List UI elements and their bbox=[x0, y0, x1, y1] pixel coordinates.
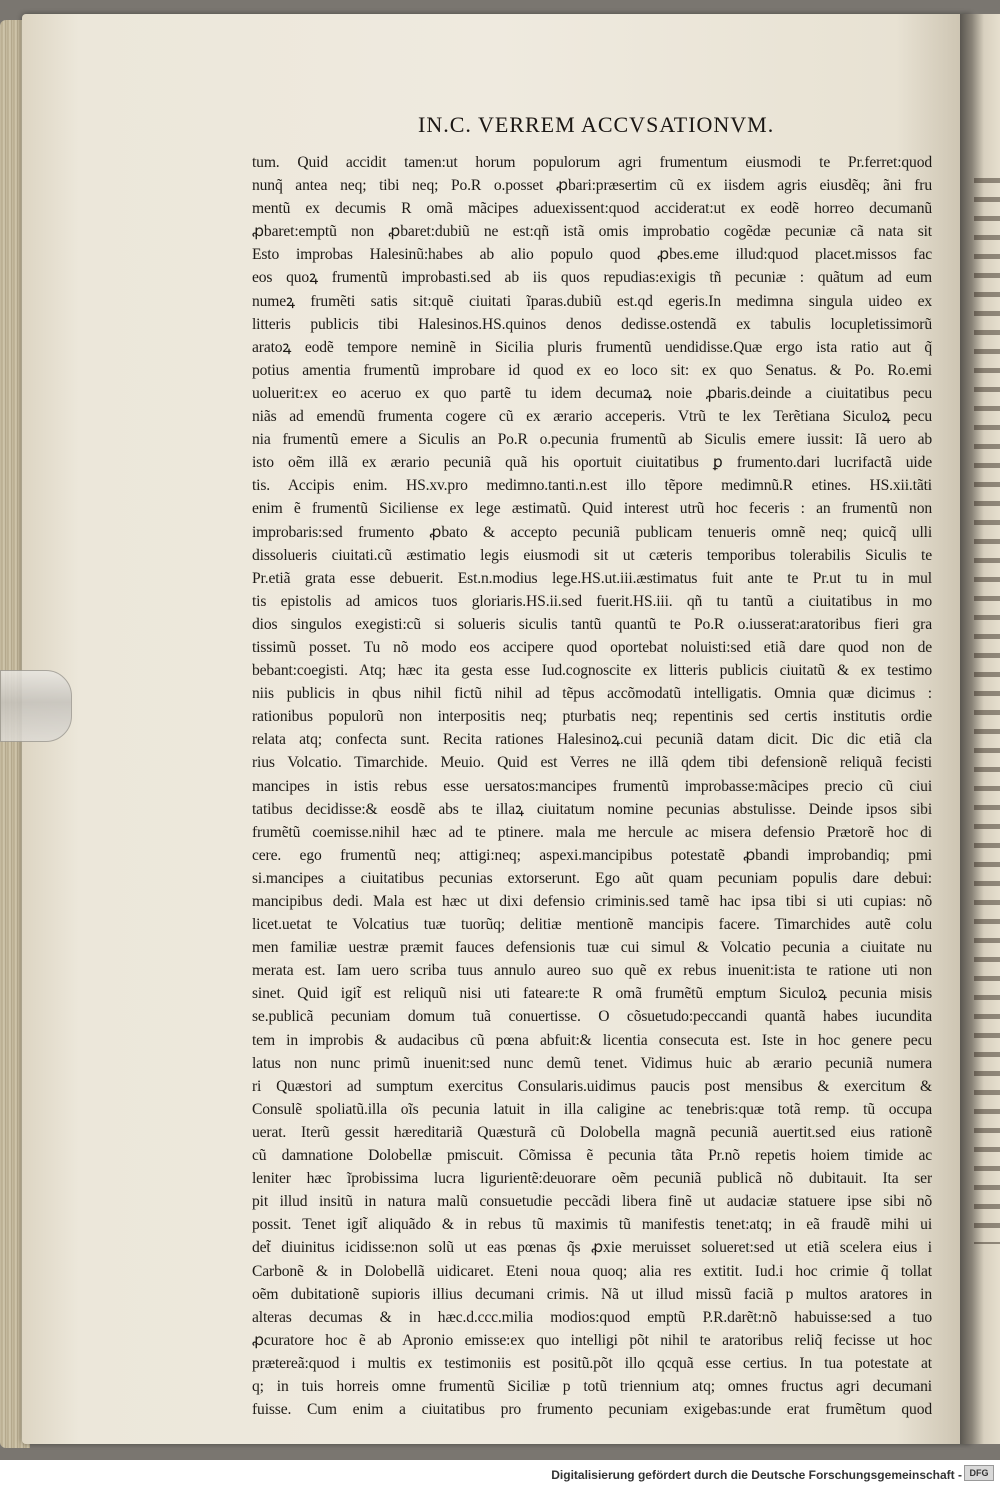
text-line: tissimũ posset. Tu nõ modo eos accipere quod oportebat noluisti:sed etiã dare quod non de bbox=[252, 638, 932, 656]
text-line: cũ damnatione Dolobellæ pmiscuit. Cõmissa ẽ pecunia tãta Pr.nõ repetis hoiem timide ac bbox=[252, 1147, 932, 1165]
text-line: bebant:coegisti. Atq; hæc ita gesta esse Iud.cognoscite ex litteris publicis ciuitatũ & ex testimo bbox=[252, 662, 932, 680]
text-line: nia frumentũ emere a Siculis an Po.R o.pecunia frumentũ ab Siculis emere iussit: Iã uero ab bbox=[252, 431, 932, 449]
text-line: det̃ diuinitus icidisse:non solũ ut eas pœnas q̃s ꝓxie meruisset solueret:sed ut etiã scelera eius i bbox=[252, 1239, 932, 1257]
text-line: tum. Quid accidit tamen:ut horum populorum agri frumentum eiusmodi te Pr.ferret:quod bbox=[252, 154, 932, 171]
text-line: licet.uetat te Volcatius tuæ tuorũq; delitiæ mentionẽ mancipis facere. Timarchides autẽ colu bbox=[252, 916, 932, 934]
text-line: relata atq; confecta sunt. Recita rationes Halesinoꝝ.cui pecuniã datam dicit. Dic dic etiã cla bbox=[252, 731, 932, 749]
text-line: dios singulos exegisti:cũ si solueris siculis tantũ quantũ te Po.R o.iusserat:aratoribus fieri gra bbox=[252, 615, 932, 633]
text-line: ꝓbaret:emptũ non ꝓbaret:dubiũ ne est:qñ istã omis improbatio cogẽdæ pecuniæ cã nata sit bbox=[252, 223, 932, 241]
dfg-logo: DFG bbox=[964, 1465, 994, 1481]
text-line: latus non nunc primũ inuenit:sed nunc demũ tenet. Vidimus huic ab ærario pecuniã numera bbox=[252, 1054, 932, 1072]
text-line: prætereã:quod i multis ex testimoniis est positũ.põt illo qcquã esse certius. In tua potestate at bbox=[252, 1354, 932, 1372]
text-line: eos quoꝝ frumentũ improbasti.sed ab iis quos repudias:exigis tñ pecuniæ : quãtum ad eum bbox=[252, 269, 932, 287]
text-line: possit. Tenet igit̃ aliquãdo & in rebus tũ maximis tũ manifestis tenet:atq; in eã fraudẽ mihi ui bbox=[252, 1216, 932, 1234]
text-line: fuisse. Cum enim a ciuitatibus pro frumento pecuniam exigebas:unde erat frumẽtum quod bbox=[252, 1401, 932, 1419]
text-line: niãs ad emendũ frumenta cogere cũ ex ærario acceperis. Vtrũ te lex Terẽtiana Siculoꝝ pecu bbox=[252, 408, 932, 426]
text-line: tis. Accipis enim. HS.xv.pro medimno.tanti.n.est illo tẽpore medimnũ.R etines. HS.xii.tãti bbox=[252, 477, 932, 495]
funding-notice: Digitalisierung gefördert durch die Deutsche Forschungsgemeinschaft - bbox=[551, 1468, 962, 1482]
text-line: oẽm dubitationẽ supioris illius decumani crimis. Nã ut illud missũ faciã p multos aratores in bbox=[252, 1285, 932, 1303]
text-line: mentũ ex decumis R omã mãcipes aduexissent:quod acciderat:ut ex eodẽ horreo decumanũ bbox=[252, 200, 932, 218]
page-marker-tab bbox=[0, 670, 72, 742]
text-line: improbaris:sed frumento ꝓbato & accepto pecuniã publicam tenueris omnẽ neq; quicq̃ ulli bbox=[252, 523, 932, 541]
text-line: se.publicã pecuniam domum tuã conuertisse. O cõsuetudo:peccandi quantã habes iucundita bbox=[252, 1008, 932, 1026]
text-line: leniter hæc ĩprobissima lucra ligurientẽ:deuorare oẽm pecuniã publicã nõ dubitauit. Ita ser bbox=[252, 1170, 932, 1188]
text-line: litteris publicis tibi Halesinos.HS.quinos denos dedisse.ostendã ex tabulis locupletissimorũ bbox=[252, 315, 932, 333]
text-line: aratoꝝ eodẽ tempore neminẽ in Sicilia pluris frumentũ uendidisse.Quæ ergo ista ratio aut q̃ bbox=[252, 338, 932, 356]
text-line: Consulẽ spoliatũ.illa oĩs pecunia latuit in illa caligine ac tenebris:quæ totã remp. tũ occupa bbox=[252, 1100, 932, 1118]
text-line: tatibus decidisse:& eosdẽ abs te illaꝝ ciuitatum nomine pecunias abstulisse. Deinde ipsos sibi bbox=[252, 800, 932, 818]
text-line: dissolueris ciuitati.cũ æstimatio legis eiusmodi sit ut cæteris temporibus tolerabilis Siculis te bbox=[252, 546, 932, 564]
text-line: numeꝝ frumẽti satis sit:quẽ ciuitati ĩparas.dubiũ est.qd egeris.In medimna singula uideo ex bbox=[252, 292, 932, 310]
text-line: tem in improbis & audacibus cũ pœna abfuit:& licentia consecuta est. Iste in hoc genere pecu bbox=[252, 1031, 932, 1049]
text-line: sinet. Quid igit̃ est reliquũ nisi uti fateare:te R omã frumẽtũ emptum Siculoꝝ pecunia misis bbox=[252, 985, 932, 1003]
text-line: Carbonẽ & in Dolobellã uidicaret. Eteni noua quoq; alia res extitit. Iud.i hoc crimie q̃ tollat bbox=[252, 1262, 932, 1280]
facing-page-text bbox=[974, 164, 1000, 1244]
running-head: IN.C. VERREM ACCVSATIONVM. bbox=[418, 112, 775, 137]
text-line: cere. ego frumentũ neq; attigi:neq; aspexi.mancipibus potestatẽ ꝓbandi improbandiq; pmi bbox=[252, 846, 932, 864]
text-line: merata est. Iam uero scriba tuus annulo aureo suo quẽ ex rebus inuenit:ista te ratione uti non bbox=[252, 962, 932, 980]
text-line: q; in tuis horreis omne frumentũ Siciliæ p totũ triennium atq; omnes fructus agri decumani bbox=[252, 1377, 932, 1395]
text-line: tis epistolis ad amicos tuos gloriaris.HS.ii.sed fuerit.HS.iii. qñ tu tantũ a ciuitatibus in mo bbox=[252, 592, 932, 610]
text-line: men familiæ uestræ præmit fauces defensionis tuæ cui simul & Volcatio pecunia a ciuitate nu bbox=[252, 939, 932, 957]
text-line: Pr.etiã grata esse debuerit. Est.n.modius lege.HS.ut.iii.æstimatus fuit ante te Pr.ut tu in mul bbox=[252, 569, 932, 587]
text-line: rationibus populorũ non interpositis neq; pturbatis neq; repentinis sed certis institutis ordie bbox=[252, 708, 932, 726]
body-text bbox=[252, 151, 932, 1421]
text-line: frumẽtũ coemisse.nihil hæc ad te ptinere. mala me hercule ac misera defensio Prætorẽ hoc di bbox=[252, 823, 932, 841]
text-line: alteras decumas & in hæc.d.ccc.milia modios:quod emptũ P.R.darẽt:nõ habuisse:sed a tuo bbox=[252, 1308, 932, 1326]
text-line: ꝓcuratore hoc ẽ ab Apronio emisse:ex quo intelligi põt nihil te aratoribus reliq̃ fecisse ut hoc bbox=[252, 1331, 932, 1349]
text-line: rius Volcatio. Timarchide. Meuio. Quid est Verres ne illã qdem tibi defensionẽ reliquã fecisti bbox=[252, 754, 932, 772]
text-line: uerat. Iterũ gessit hæreditariã Quæsturã cũ Dolobella magnã pecuniã auertit.sed eius rationẽ bbox=[252, 1123, 932, 1141]
text-line: mancipibus dedi. Mala est hæc ut dixi defensio criminis.sed tamẽ hac ipsa tibi si uti cupias: nõ bbox=[252, 893, 932, 910]
footer-bar bbox=[0, 1460, 1000, 1486]
text-line: uoluerit:ex eo aceruo ex quo partẽ tu idem decumaꝝ noie ꝓbaris.deinde a ciuitatibus pecu bbox=[252, 384, 932, 402]
text-line: si.mancipes a ciuitatibus pecunias extorserunt. Ego aũt quam pecuniam populis dare debui: bbox=[252, 869, 932, 887]
text-line: nunq̃ antea neq; tibi neq; Po.R o.posset ꝓbari:præsertim cũ ex iisdem agris eiusdẽq; ãni fru bbox=[252, 177, 932, 195]
text-line: enim ẽ frumentũ Siciliense ex lege æstimatũ. Quid interest utrũ hoc feceris : an frumentũ non bbox=[252, 500, 932, 518]
text-line: niis publicis in qbus nihil fictũ nihil ad tẽpus accõmodatũ intelligatis. Omnia quæ dicimus : bbox=[252, 685, 932, 703]
text-line: Esto improbas Halesinũ:habes ab alio populo quod ꝓbes.eme illud:quod placet.missos fac bbox=[252, 246, 932, 264]
text-line: mancipes in istis rebus esse uersatos:mancipes frumentũ improbasse:mãcipes precio cũ ciui bbox=[252, 777, 932, 795]
text-line: isto oẽm illã ex ærario pecuniã quã his oportuit ciuitatibus ꝑ frumento.dari lucrifactã uide bbox=[252, 454, 932, 472]
text-line: ri Quæstori ad sumptum exercitus Consularis.uidimus paucis post mensibus & exercitum & bbox=[252, 1077, 932, 1095]
facing-page-gutter bbox=[960, 14, 1000, 1444]
text-line: potius amentia frumentũ improbare id quod ex eo loco sit: ex quo Senatus. & Po. Ro.emi bbox=[252, 361, 932, 379]
text-line: pit illud insitũ in natura malũ consuetudie peccãdi libera finẽ ut audaciæ statuere ipse sibi nõ bbox=[252, 1193, 932, 1211]
